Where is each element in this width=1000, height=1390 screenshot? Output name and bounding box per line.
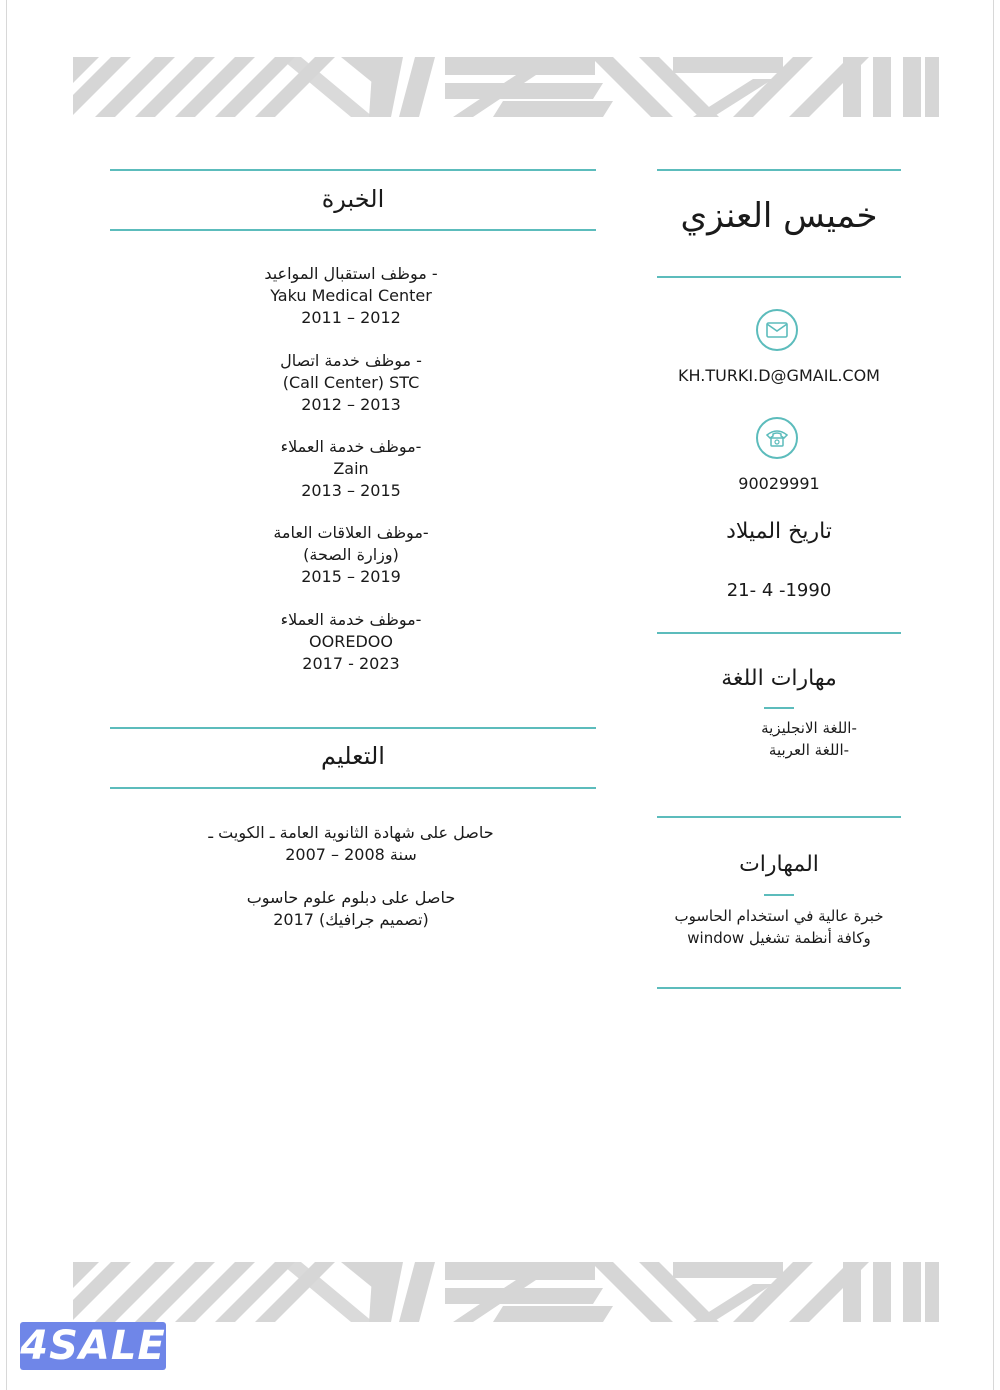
birth-label: تاريخ الميلاد xyxy=(726,519,832,544)
experience-entry-2 xyxy=(111,350,591,416)
skills-line: وكافة أنظمة تشغيل window xyxy=(687,929,871,947)
experience-org: (وزارة الصحة) xyxy=(303,545,399,564)
language-item: -اللغة العربية xyxy=(768,741,850,759)
experience-bottom-rule xyxy=(110,229,596,231)
experience-role: -موظف خدمة العملاء xyxy=(280,610,422,629)
experience-org: OOREDOO xyxy=(309,632,393,651)
education-bottom-rule xyxy=(110,787,596,789)
language-item: -اللغة الانجليزية xyxy=(761,719,857,737)
phone-icon xyxy=(756,417,798,459)
experience-role: - موظف خدمة اتصال xyxy=(280,351,422,370)
experience-years: 2017 - 2023 xyxy=(302,654,400,673)
top-decorative-band xyxy=(73,57,939,117)
languages-list xyxy=(657,717,901,761)
experience-title: الخبرة xyxy=(321,185,385,213)
bottom-decorative-band xyxy=(73,1262,939,1322)
name-top-rule xyxy=(657,169,901,171)
experience-entry-3 xyxy=(111,436,591,502)
experience-org: (Call Center) STC xyxy=(282,373,420,392)
experience-top-rule xyxy=(110,169,596,171)
email-icon xyxy=(756,309,798,351)
languages-title: مهارات اللغة xyxy=(721,666,837,691)
education-entry-1 xyxy=(111,822,591,866)
education-line: حاصل على دبلوم علوم حاسوب xyxy=(246,888,456,907)
experience-entry-4 xyxy=(111,522,591,588)
email-text: KH.TURKI.D@GMAIL.COM xyxy=(678,366,880,385)
experience-entry-1 xyxy=(111,263,591,329)
experience-years: 2013 – 2015 xyxy=(301,481,401,500)
languages-accent-rule xyxy=(764,707,794,709)
experience-role: -موظف خدمة العملاء xyxy=(280,437,422,456)
person-name: خميس العنزي xyxy=(680,196,878,236)
skills-title: المهارات xyxy=(739,852,819,877)
skills-top-rule xyxy=(657,816,901,818)
experience-role: -موظف العلاقات العامة xyxy=(273,523,429,542)
phone-text: 90029991 xyxy=(738,474,820,493)
skills-accent-rule xyxy=(764,894,794,896)
education-top-rule xyxy=(110,727,596,729)
experience-years: 2015 – 2019 xyxy=(301,567,401,586)
education-line: (تصميم جرافيك) 2017 xyxy=(273,910,429,929)
education-entry-2 xyxy=(111,887,591,931)
education-line: سنة 2008 – 2007 xyxy=(285,845,417,864)
experience-entry-5 xyxy=(111,609,591,675)
skills-bottom-rule xyxy=(657,987,901,989)
resume-page xyxy=(6,0,994,1390)
experience-org: Yaku Medical Center xyxy=(270,286,432,305)
experience-years: 2011 – 2012 xyxy=(301,308,401,327)
experience-role: - موظف استقبال المواعيد xyxy=(264,264,438,283)
experience-years: 2012 – 2013 xyxy=(301,395,401,414)
skills-text xyxy=(657,905,901,949)
watermark-logo-text: 4SALE xyxy=(20,1323,166,1369)
education-title: التعليم xyxy=(321,742,385,770)
watermark-logo xyxy=(20,1322,166,1370)
birth-value: 1990- 4 -21 xyxy=(726,580,832,601)
name-bottom-rule xyxy=(657,276,901,278)
skills-line: خبرة عالية في استخدام الحاسوب xyxy=(674,907,884,925)
languages-top-rule xyxy=(657,632,901,634)
education-line: حاصل على شهادة الثانوية العامة ـ الكويت ـ xyxy=(208,823,494,842)
experience-org: Zain xyxy=(333,459,369,478)
